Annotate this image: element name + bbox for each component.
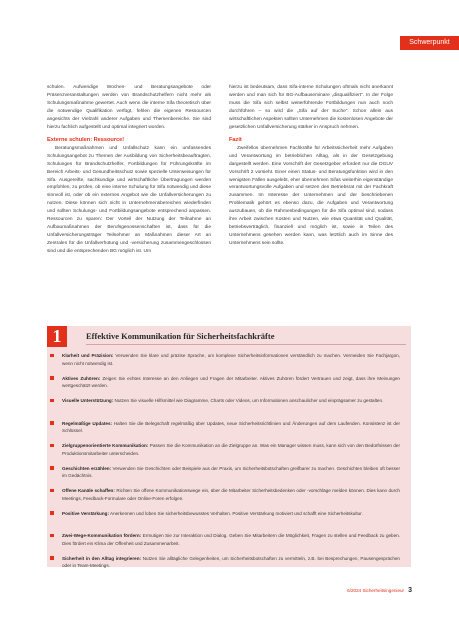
list-item: [50, 487, 400, 510]
list-item-label: Zielgruppenorientierte Kommunikation:: [62, 443, 149, 448]
left-column: [47, 84, 211, 256]
square-bullet-icon: [50, 421, 54, 425]
list-item-text: Anerkennen und loben Sie sicherheitsbewusstes Verhalten. Positive Verstärkung motiviert und schafft eine Sicherheitskultur.: [110, 510, 363, 516]
square-bullet-icon: [50, 534, 54, 538]
left-paragraph-1: schulen. Aufwendige Wochen- und Beratungsangebote oder Präsenzveranstaltungen werden von Brandschutzhelfern nicht mehr als Schulungsmaßnahme gewertet. Auch wenn die interne Sifa theoretisch über die notwendige Qualifikation verfügt, fehlen die eigenen Ressourcen angesichts der Vielzahl anderer Aufgaben und Themenbereiche. Sie sind hierzu fachlich aufgestellt und optimal integriert worden.: [47, 85, 211, 130]
square-bullet-icon: [50, 376, 54, 380]
list-item-text: Passen Sie die Kommunikation an die Zielgruppe an. Was ein Manager wissen muss, kann sich von den Bedürfnissen der Produktionsmitarbeiter unterscheiden.: [62, 443, 400, 456]
list-item: [50, 532, 400, 555]
square-bullet-icon: [50, 556, 54, 560]
list-item-label: Positive Verstärkung:: [62, 510, 109, 516]
page-number: 3: [408, 587, 412, 594]
left-heading: Externe schulen: Ressource!: [47, 136, 125, 143]
square-bullet-icon: [50, 511, 54, 515]
list-item-label: Zwei-Wege-Kommunikation fördern:: [62, 533, 142, 538]
list-item: [50, 420, 400, 443]
info-box-number: 1: [47, 326, 67, 347]
square-bullet-icon: [50, 399, 54, 403]
list-item: [50, 397, 400, 420]
list-item-label: Offene Kanäle schaffen:: [62, 488, 115, 493]
right-paragraph-1: hierzu ist bedeutsam, dass Sifa-interne Schulungen oftmals nicht anerkannt werden und man sich für BG-Aufbauseminare „disqualifiziert“. In der Folge muss die Sifa sich selbst weiterführende Fortbildungen nun auch noch durchführen – so wird die „Sifa auf der Suche“. Schon allein aus wirtschaftlichen Aspekten sollten Unternehmen die kostenlosen Angebote der gesetzlichen Unfallversicherung stärker in Anspruch nehmen.: [229, 85, 393, 130]
list-item-label: Regelmäßige Updates:: [62, 420, 113, 426]
right-column: [229, 84, 393, 248]
page-footer: [347, 587, 412, 594]
footer-publication: 6/2024 Sicherheitsingenieur: [347, 588, 405, 593]
info-box-list: [50, 352, 400, 577]
list-item: [50, 510, 400, 533]
square-bullet-icon: [50, 466, 54, 470]
square-bullet-icon: [50, 354, 54, 358]
right-heading: Fazit: [229, 136, 242, 143]
list-item-text: Halten Sie die Belegschaft regelmäßig über Updates, neue Sicherheitsrichtlinien und Änderungen auf dem Laufenden. Konsistenz ist der Schlüssel.: [62, 420, 400, 434]
list-item-text: Nutzen Sie alltägliche Gelegenheiten, um Sicherheitsbotschaften zu vermitteln, z.B. bei Besprechungen, Pausengesprächen oder in Team-Meetings.: [62, 555, 400, 569]
list-item-label: Visuelle Unterstützung:: [62, 398, 114, 403]
list-item: [50, 442, 400, 465]
info-box-title: Effektive Kommunikation für Sicherheitsfachkräfte: [86, 331, 275, 341]
list-item-text: Richten Sie offene Kommunikationswege ein, über die Mitarbeiter Sicherheitsbedenken oder -vorschläge melden können. Dies kann durch Meetings, Feedback-Formulare oder Online-Foren erfolgen.: [62, 488, 400, 501]
square-bullet-icon: [50, 444, 54, 448]
list-item-text: Verwenden Sie klare und präzise Sprache, um komplexe Sicherheitsinformationen verständlich zu machen. Vermeiden Sie Fachjargon, wenn nicht notwendig ist.: [62, 353, 400, 366]
list-item: [50, 555, 400, 578]
list-item: [50, 375, 400, 398]
list-item-text: Nutzen Sie visuelle Hilfsmittel wie Diagramme, Charts oder Videos, um Informationen anschaulicher und einprägsamer zu gestalten.: [114, 398, 384, 403]
list-item-label: Sicherheit in den Alltag integrieren:: [62, 555, 142, 561]
section-tab: Schwerpunkt: [400, 36, 459, 50]
list-item-text: Ermutigen Sie zur Interaktion und Dialog. Geben Sie Mitarbeitern die Möglichkeit, Fragen zu stellen und Feedback zu geben. Dies fördert ein Klima der Offenheit und Zusammenarbeit.: [62, 533, 400, 546]
list-item-text: Verwenden Sie Geschichten oder Beispiele aus der Praxis, um Sicherheitsbotschaften greifbarer zu machen. Geschichten bleiben oft besser im Gedächtnis.: [62, 465, 400, 479]
square-bullet-icon: [50, 489, 54, 493]
list-item-text: Zeigen Sie echtes Interesse an den Anliegen und Fragen der Mitarbeiter. Aktives Zuhören fördert Vertrauen und zeigt, dass ihre Meinungen wertgeschätzt werden.: [62, 375, 400, 389]
right-paragraph-2: Zweifellos übernehmen Fachkräfte für Arbeitssicherheit mehr Aufgaben und Verantwortung im betrieblichen Alltag, als in der Gesetzgebung dargestellt werden. Eine Vorschrift der Gesetzgeber erfordert nur die DGUV Vorschrift 2 vorsieht. Einer einen Status- und Beratungsfunktion wird in den wenigsten Fällen ausgelebt, eher übernehmen Sifas weiterhin eigenständige verantwortungsvolle Aufgaben und setzen den Betriebsrat mit der Fachkraft zusammen. Im Interesse der Unternehmen und der beschriebenen Problematik gehört es ebenso dazu, die Aufgaben und Verantwortung auszubauen, ob die Rahmenbedingungen für die Sifa optimal sind, sodass ihre Arbeit zwischen Kosten und Nutzen, wie etwa Quantität und Qualität, betriebsverträglich, finanziell und möglich ist, sowie in Teilen des Unternehmens gesehen werden kann, was letztlich auch im Sinne des Unternehmens sein sollte.: [229, 145, 393, 247]
list-item-label: Klarheit und Präzision:: [62, 353, 114, 358]
list-item: [50, 352, 400, 375]
left-paragraph-2: Beratungsmaßnahmen und Unfallschutz kann ein umfassendes Schulungsangebot zu Themen der Ausbildung von Sicherheitsbeauftragten, Schulungen für Brandschutzhelfer, Fortbildungen für Führungskräfte im Bereich Arbeits- und Gesundheitsschutz sowie spezielle Unterweisungen für Sifa. Ausgereifte, sachkundige und wirtschaftliche Übertragungen werden empfohlen, zu prüfen, ob eine interne Schulung für Sifa notwendig und diese sinnvoll ist, oder ob ein externes Angebot wie die Unfallversicherungen zu nutzen. Diese können sich nicht in Unternehmensbereichen wiederfinden und sollten Schulungs- und Fortbildungsangebote entsprechend anpassen. Ressourcen zu sparen: Der Vorteil der Nutzung der Teilnahme an Aufbaumaßnahmen der Berufsgenossenschaften ist, dass für die Unfallversicherungsträger Teilnehmer an Maßnahmen dieser Art an Zentralen für die Unfallverhütung und -versicherung zusammengeschlossen sind und die entsprechenden BG möglich ist. Um: [47, 145, 211, 255]
list-item-label: Geschichten erzählen:: [62, 465, 112, 471]
list-item: [50, 465, 400, 488]
list-item-label: Aktives Zuhören:: [62, 375, 101, 381]
info-box-divider: [86, 344, 406, 345]
